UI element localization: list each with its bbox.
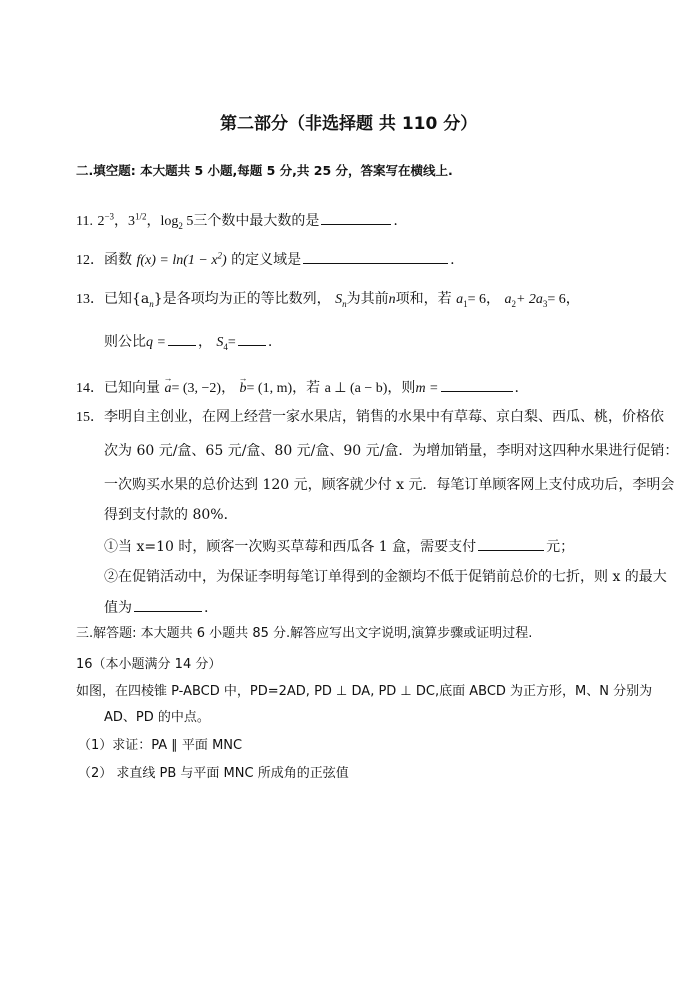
section-fill-blank-heading: 二.填空题: 本大题共 5 小题,每题 5 分,共 25 分，答案写在横线上. [76, 163, 453, 178]
answer-blank-15a[interactable] [478, 536, 544, 551]
question-15-line4: 得到支付款的 80%． [104, 507, 238, 523]
answer-blank-13a[interactable] [168, 331, 196, 346]
question-16-line2: AD、PD 的中点。 [104, 710, 210, 725]
question-12: 12．函数 $f(x) = \ln(1 - x^2)$ 的定义域是 . [76, 250, 455, 268]
question-15-part1: ①当 x=10 时，顾客一次购买草莓和西瓜各 1 盒，需要支付 元； [104, 536, 574, 557]
section-answer-heading: 三.解答题: 本大题共 6 小题共 85 分.解答应写出文字说明,演算步骤或证明过程. [76, 626, 533, 641]
question-16-header: 16（本小题满分 14 分） [76, 657, 222, 672]
question-15-line1: 15．李明自主创业，在网上经营一家水果店，销售的水果中有草莓、京白梨、西瓜、桃，价格依 [76, 409, 664, 425]
question-15-line2: 次为 60 元/盒、65 元/盒、80 元/盒、90 元/盒．为增加销量，李明对这四种水果进行促销： [104, 443, 679, 459]
question-15-line3: 一次购买水果的总价达到 120 元，顾客就少付 x 元．每笔订单顾客网上支付成功后，李明会 [104, 477, 675, 493]
question-16-line1: 如图，在四棱锥 P-ABCD 中，PD=2AD, PD ⊥ DA, PD ⊥ DC,底面 ABCD 为正方形，M、N 分别为 [76, 684, 653, 699]
question-14: 14．已知向量 → a= (3, −2)， → b= (1, m)，若 a ⊥ (a − b)，则m = . [76, 377, 519, 399]
question-16-part2: （2） 求直线 PB 与平面 MNC 所成角的正弦值 [78, 766, 349, 781]
question-15-part2: ②在促销活动中，为保证李明每笔订单得到的金额均不低于促销前总价的七折，则 x 的最大 [104, 569, 667, 585]
answer-blank-11[interactable] [321, 210, 391, 225]
expr-log: $\log_2 5$ [160, 214, 194, 231]
answer-blank-12[interactable] [303, 249, 448, 264]
section-title: 第二部分（非选择题 共 110 分） [220, 114, 478, 134]
expr-2-pow: $2^{-3}$ [97, 211, 115, 229]
expr-3-pow: $3^{1/2}$ [128, 211, 147, 229]
answer-blank-15b[interactable] [134, 597, 202, 612]
func-expr: $f(x) = \ln(1 - x^2)$ [136, 250, 227, 268]
question-15-part2b: 值为 . [104, 597, 208, 618]
question-16-part1: （1）求证：PA ∥ 平面 MNC [78, 738, 243, 753]
question-13: 13．已知$\{a_n\}$是各项均为正的等比数列， $S_n$为其前n项和，若 $a_1= 6$， $a_2+ 2a_3= 6$， [76, 291, 580, 309]
question-11: 11. $2^{-3}$，$3^{1/2}$，$\log_2 5$三个数中最大数的是 . [76, 211, 398, 231]
answer-blank-13b[interactable] [238, 331, 266, 346]
question-13-line2: 则公比q = ， $S_4=$ . [104, 331, 272, 353]
answer-blank-14[interactable] [441, 377, 513, 392]
